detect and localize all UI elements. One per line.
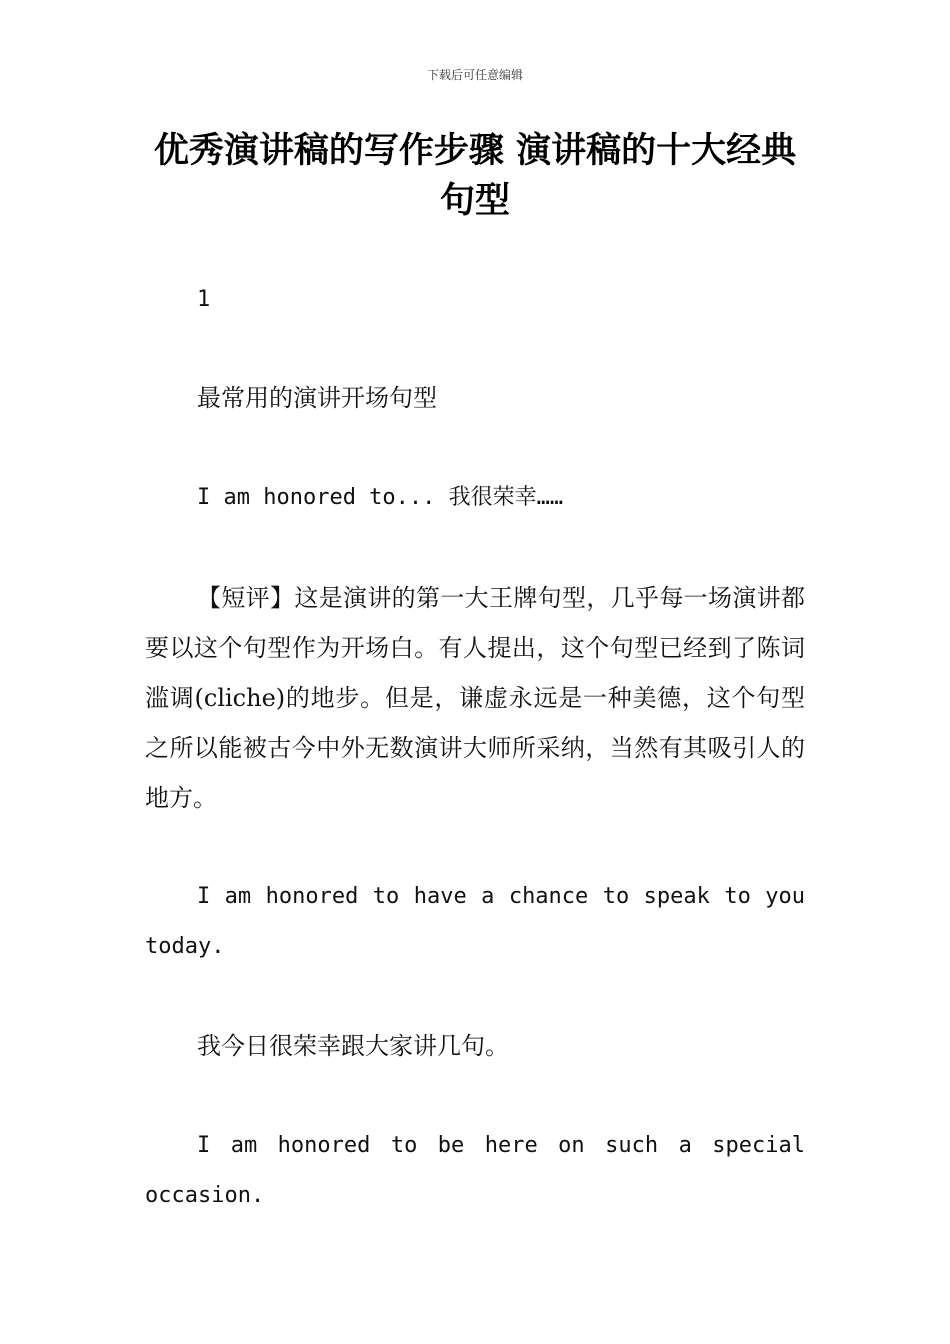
section-heading: 最常用的演讲开场句型 xyxy=(197,384,437,412)
sentence-pattern: I am honored to... 我很荣幸…… xyxy=(197,485,564,510)
example-sentence-zh-1: 我今日很荣幸跟大家讲几句。 xyxy=(197,1032,509,1060)
example-sentence-en-2: I am honored to be here on such a special occasion. xyxy=(145,1133,805,1208)
document-title: 优秀演讲稿的写作步骤 演讲稿的十大经典句型 xyxy=(153,131,797,221)
section-number: 1 xyxy=(197,287,211,312)
header-note: 下载后可任意编辑 xyxy=(426,68,523,82)
example-sentence-en-1: I am honored to have a chance to speak to you today. xyxy=(145,884,805,959)
comment-paragraph: 【短评】这是演讲的第一大王牌句型，几乎每一场演讲都要以这个句型作为开场白。有人提出，这个句型已经到了陈词滥调(cliche)的地步。但是，谦虚永远是一种美德，这个句型之所以能被古今中外无数演讲大师所采纳，当然有其吸引人的地方。 xyxy=(145,584,805,812)
